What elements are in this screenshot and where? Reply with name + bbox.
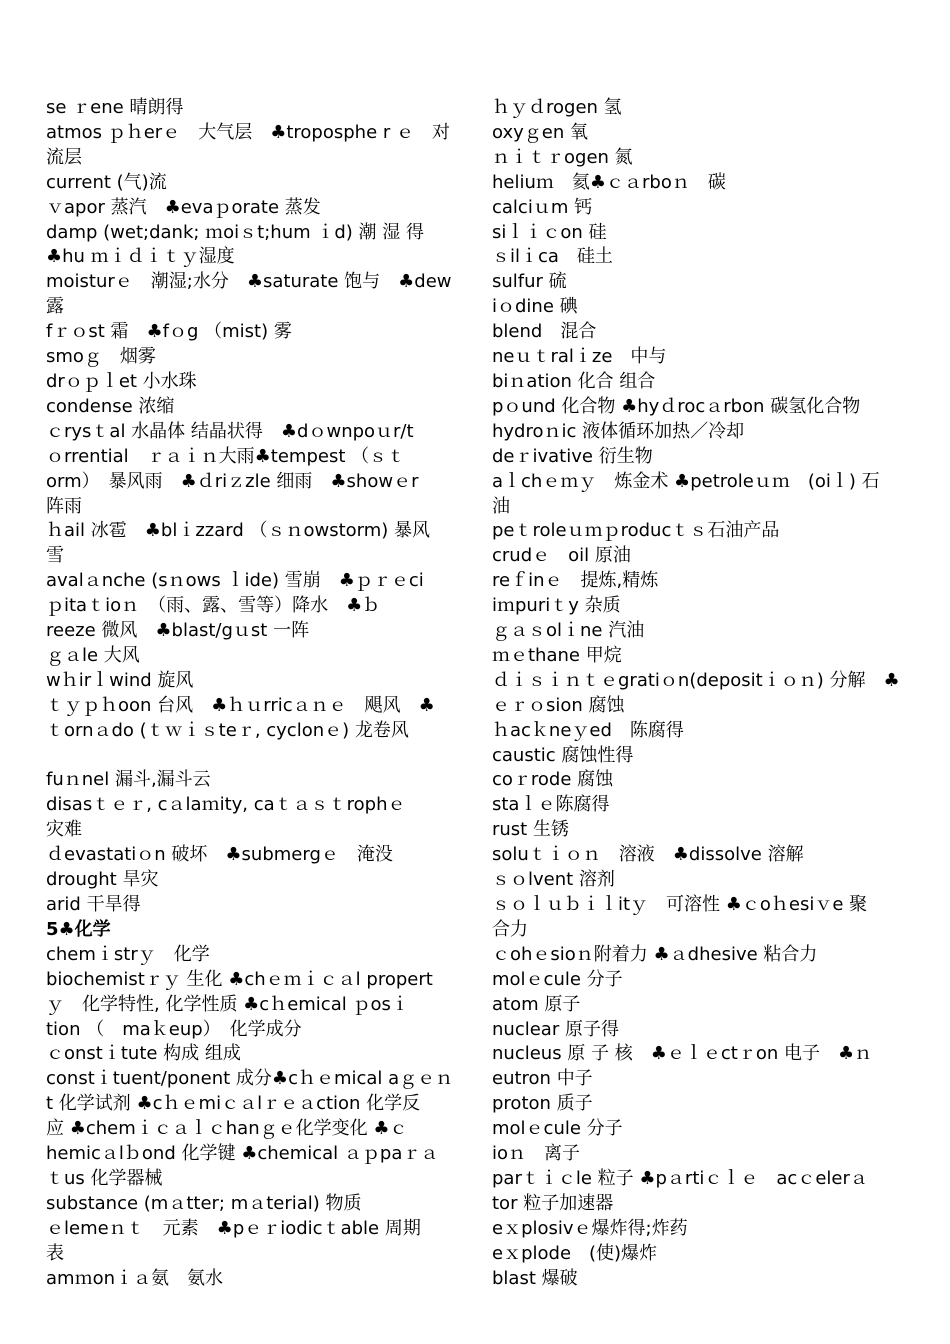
text-line: ｍｅthane 甲烷 xyxy=(492,644,622,666)
text-line: ｈacｋneｙed 陈腐得 xyxy=(492,719,684,741)
text-line: chemｉstrｙ 化学 xyxy=(46,943,210,965)
text-line: blast 爆破 xyxy=(492,1267,578,1289)
text-line: drｏｐｌet 小水珠 xyxy=(46,370,197,392)
text-line: ｏrrential ｒａｉｎ大雨♣tempest （ｓｔ xyxy=(46,445,406,467)
text-line: ｄｉｓｉｎｔｅgratiｏn(depositｉｏｎ) 分解 ♣ xyxy=(492,669,900,691)
text-line: tor 粒子加速器 xyxy=(492,1192,614,1214)
text-line: orm） 暴风雨 ♣ｄriｚzle 细雨 ♣showｅr xyxy=(46,470,419,492)
text-line: fｒｏst 霜 ♣fｏg （mist) 雾 xyxy=(46,321,292,343)
text-line: coｒrode 腐蚀 xyxy=(492,769,614,791)
text-line: ｈail 冰雹 ♣blｉzzard （ｓｎowstorm) 暴风 xyxy=(46,520,431,542)
text-line: aｌchｅｍｙ 炼金术 ♣petroleｕｍ (oiｌ) 石 xyxy=(492,470,880,492)
text-line: 表 xyxy=(46,1242,64,1264)
text-line: 应 ♣chemｉｃａｌｃhanｇｅ化学变化 ♣ｃ xyxy=(46,1118,408,1140)
text-line: 灾难 xyxy=(46,819,82,841)
text-line: avalａnche (sｎows ｌide) 雪崩 ♣ｐｒｅci xyxy=(46,570,424,592)
text-line: neｕｔralｉze 中与 xyxy=(492,346,667,368)
text-line: se ｒene 晴朗得 xyxy=(46,97,184,118)
text-line: molｅcule 分子 xyxy=(492,968,623,990)
text-line: pｏund 化合物 ♣hyｄrocａrbon 碳氢化合物 xyxy=(492,395,861,417)
text-line: ｓｏｌｕｂｉｌitｙ 可溶性 ♣ｃoｈesiｖe 聚 xyxy=(492,894,868,915)
text-line: arid 干旱得 xyxy=(46,893,141,915)
text-line: ♣hu ｍｉｄｉｔｙ湿度 xyxy=(46,246,235,268)
text-line: reeze 微风 ♣blast/gｕst 一阵 xyxy=(46,620,310,642)
text-line: ｃrysｔal 水晶体 结晶状得 ♣dｏwnpoｕr/t xyxy=(46,420,414,442)
text-line: current (气)流 xyxy=(46,171,167,193)
text-line: siｌｉｃon 硅 xyxy=(492,221,607,243)
text-line: iｍpuriｔy 杂质 xyxy=(492,595,621,617)
text-line: condense 浓缩 xyxy=(46,395,175,417)
text-line: reｆinｅ 提炼,精炼 xyxy=(492,570,659,592)
text-line: eutron 中子 xyxy=(492,1068,593,1090)
text-line: 合力 xyxy=(492,918,528,940)
text-line: soluｔｉｏｎ 溶液 ♣dissolve 溶解 xyxy=(492,844,804,866)
right-column xyxy=(492,96,908,1292)
text-line: 油 xyxy=(492,495,510,517)
text-line: nuclear 原子得 xyxy=(492,1018,619,1040)
text-line: smoｇ 烟雾 xyxy=(46,346,156,368)
text-line: hydroｎic 液体循环加热／冷却 xyxy=(492,420,745,442)
text-line: t 化学试剂 ♣cｈｅmiｃａlｒｅａction 化学反 xyxy=(46,1093,421,1115)
left-column xyxy=(46,96,460,1291)
text-line: damp (wet;dank; ｍoiｓt;hum ｉd) 潮 湿 得 xyxy=(46,221,424,243)
text-line: ｓilｉca 硅土 xyxy=(492,246,613,268)
text-line: crudｅ oil 原油 xyxy=(492,545,631,567)
text-line: ｖapor 蒸汽 ♣evaｐorate 蒸发 xyxy=(46,196,321,218)
text-line: ｇａle 大风 xyxy=(46,644,140,666)
text-line: peｔroleｕｍｐroducｔｓ石油产品 xyxy=(492,520,780,542)
text-line: oxyｇen 氧 xyxy=(492,121,588,143)
text-line: atom 原子 xyxy=(492,993,581,1015)
text-line: deｒivative 衍生物 xyxy=(492,445,653,467)
text-line: ｅｒｏsion 腐蚀 xyxy=(492,694,625,716)
text-line: parｔｉｃle 粒子 ♣pａrtiｃｌｅ acｃelerａ xyxy=(492,1167,868,1189)
text-line: ioｎ 离子 xyxy=(492,1143,581,1165)
text-line: amｍonｉａ氨 氨水 xyxy=(46,1267,223,1289)
text-line: ｔornａdo (ｔｗｉｓteｒ, cyclonｅ) 龙卷风 xyxy=(46,719,409,741)
text-line: ｙ 化学特性, 化学性质 ♣cｈemical ｐosｉ xyxy=(46,993,409,1015)
text-line: sulfur 硫 xyxy=(492,271,567,293)
text-line: 雪 xyxy=(46,545,64,567)
text-line: 5♣化学 xyxy=(46,918,111,940)
text-line: staｌｅ陈腐得 xyxy=(492,794,610,816)
text-line: proton 质子 xyxy=(492,1093,593,1115)
text-line: ｎｉｔｒogen 氮 xyxy=(492,146,633,168)
text-line: substance (mａtter; mａterial) 物质 xyxy=(46,1192,362,1214)
text-line: ｐitaｔioｎ （雨、露、雪等）降水 ♣ｂ xyxy=(46,595,381,617)
text-line: atmos ｐｈerｅ 大气层 ♣troposphe r ｅ 对 xyxy=(46,121,450,143)
text-line: ｓｏlvent 溶剂 xyxy=(492,869,615,891)
text-line: constｉtuent/ponent 成分♣cｈｅmical aｇｅｎ xyxy=(46,1068,454,1090)
text-line: ｔｙｐｈoon 台风 ♣ｈｕrricａｎｅ 飓风 ♣ xyxy=(46,694,435,716)
text-line: ｇａｓolｉne 汽油 xyxy=(492,620,645,642)
text-line: ｅlemeｎｔ 元素 ♣pｅｒiodicｔable 周期 xyxy=(46,1217,421,1239)
text-line: wｈirｌwind 旋风 xyxy=(46,669,194,691)
text-line: molｅcule 分子 xyxy=(492,1118,623,1140)
text-line: ｃonstｉtute 构成 组成 xyxy=(46,1043,241,1065)
text-line: 阵雨 xyxy=(46,495,82,517)
text-line: ｈｙｄrogen 氢 xyxy=(492,97,622,118)
text-line: eｘplosivｅ爆炸得;炸药 xyxy=(492,1217,688,1239)
text-line: eｘplode (使)爆炸 xyxy=(492,1242,658,1264)
text-line: ｔus 化学器械 xyxy=(46,1167,163,1189)
text-line: blend 混合 xyxy=(492,321,597,343)
text-line: ｄevastatiｏn 破坏 ♣submergｅ 淹没 xyxy=(46,844,393,866)
text-line: tion （ maｋeup） 化学成分 xyxy=(46,1018,302,1040)
text-line: 流层 xyxy=(46,146,82,168)
text-line: calciｕm 钙 xyxy=(492,196,593,218)
text-line: biｎation 化合 组合 xyxy=(492,370,656,392)
text-line: biochemistｒｙ 生化 ♣chｅｍｉｃａl propert xyxy=(46,968,433,990)
text-line: rust 生锈 xyxy=(492,819,569,841)
text-line: caustic 腐蚀性得 xyxy=(492,744,634,766)
text-line: heliuｍ 氦♣ｃａrboｎ 碳 xyxy=(492,171,726,193)
text-line: ｃohｅsioｎ附着力 ♣ａdhesive 粘合力 xyxy=(492,943,818,965)
text-line: iｏdine 碘 xyxy=(492,296,578,318)
text-line: hemicａlｂond 化学键 ♣chemical ａｐpaｒａ xyxy=(46,1143,439,1165)
text-line: 露 xyxy=(46,296,64,318)
text-line: disasｔｅｒ, cａlaｍity, caｔａｓｔrophｅ xyxy=(46,794,406,816)
text-line: moisturｅ 潮湿;水分 ♣saturate 饱与 ♣dew xyxy=(46,271,452,293)
text-line: nucleus 原 子 核 ♣ｅｌｅctｒon 电子 ♣ｎ xyxy=(492,1043,873,1065)
text-line xyxy=(46,744,460,769)
text-line: drought 旱灾 xyxy=(46,869,159,891)
text-line: fuｎnel 漏斗,漏斗云 xyxy=(46,769,211,791)
